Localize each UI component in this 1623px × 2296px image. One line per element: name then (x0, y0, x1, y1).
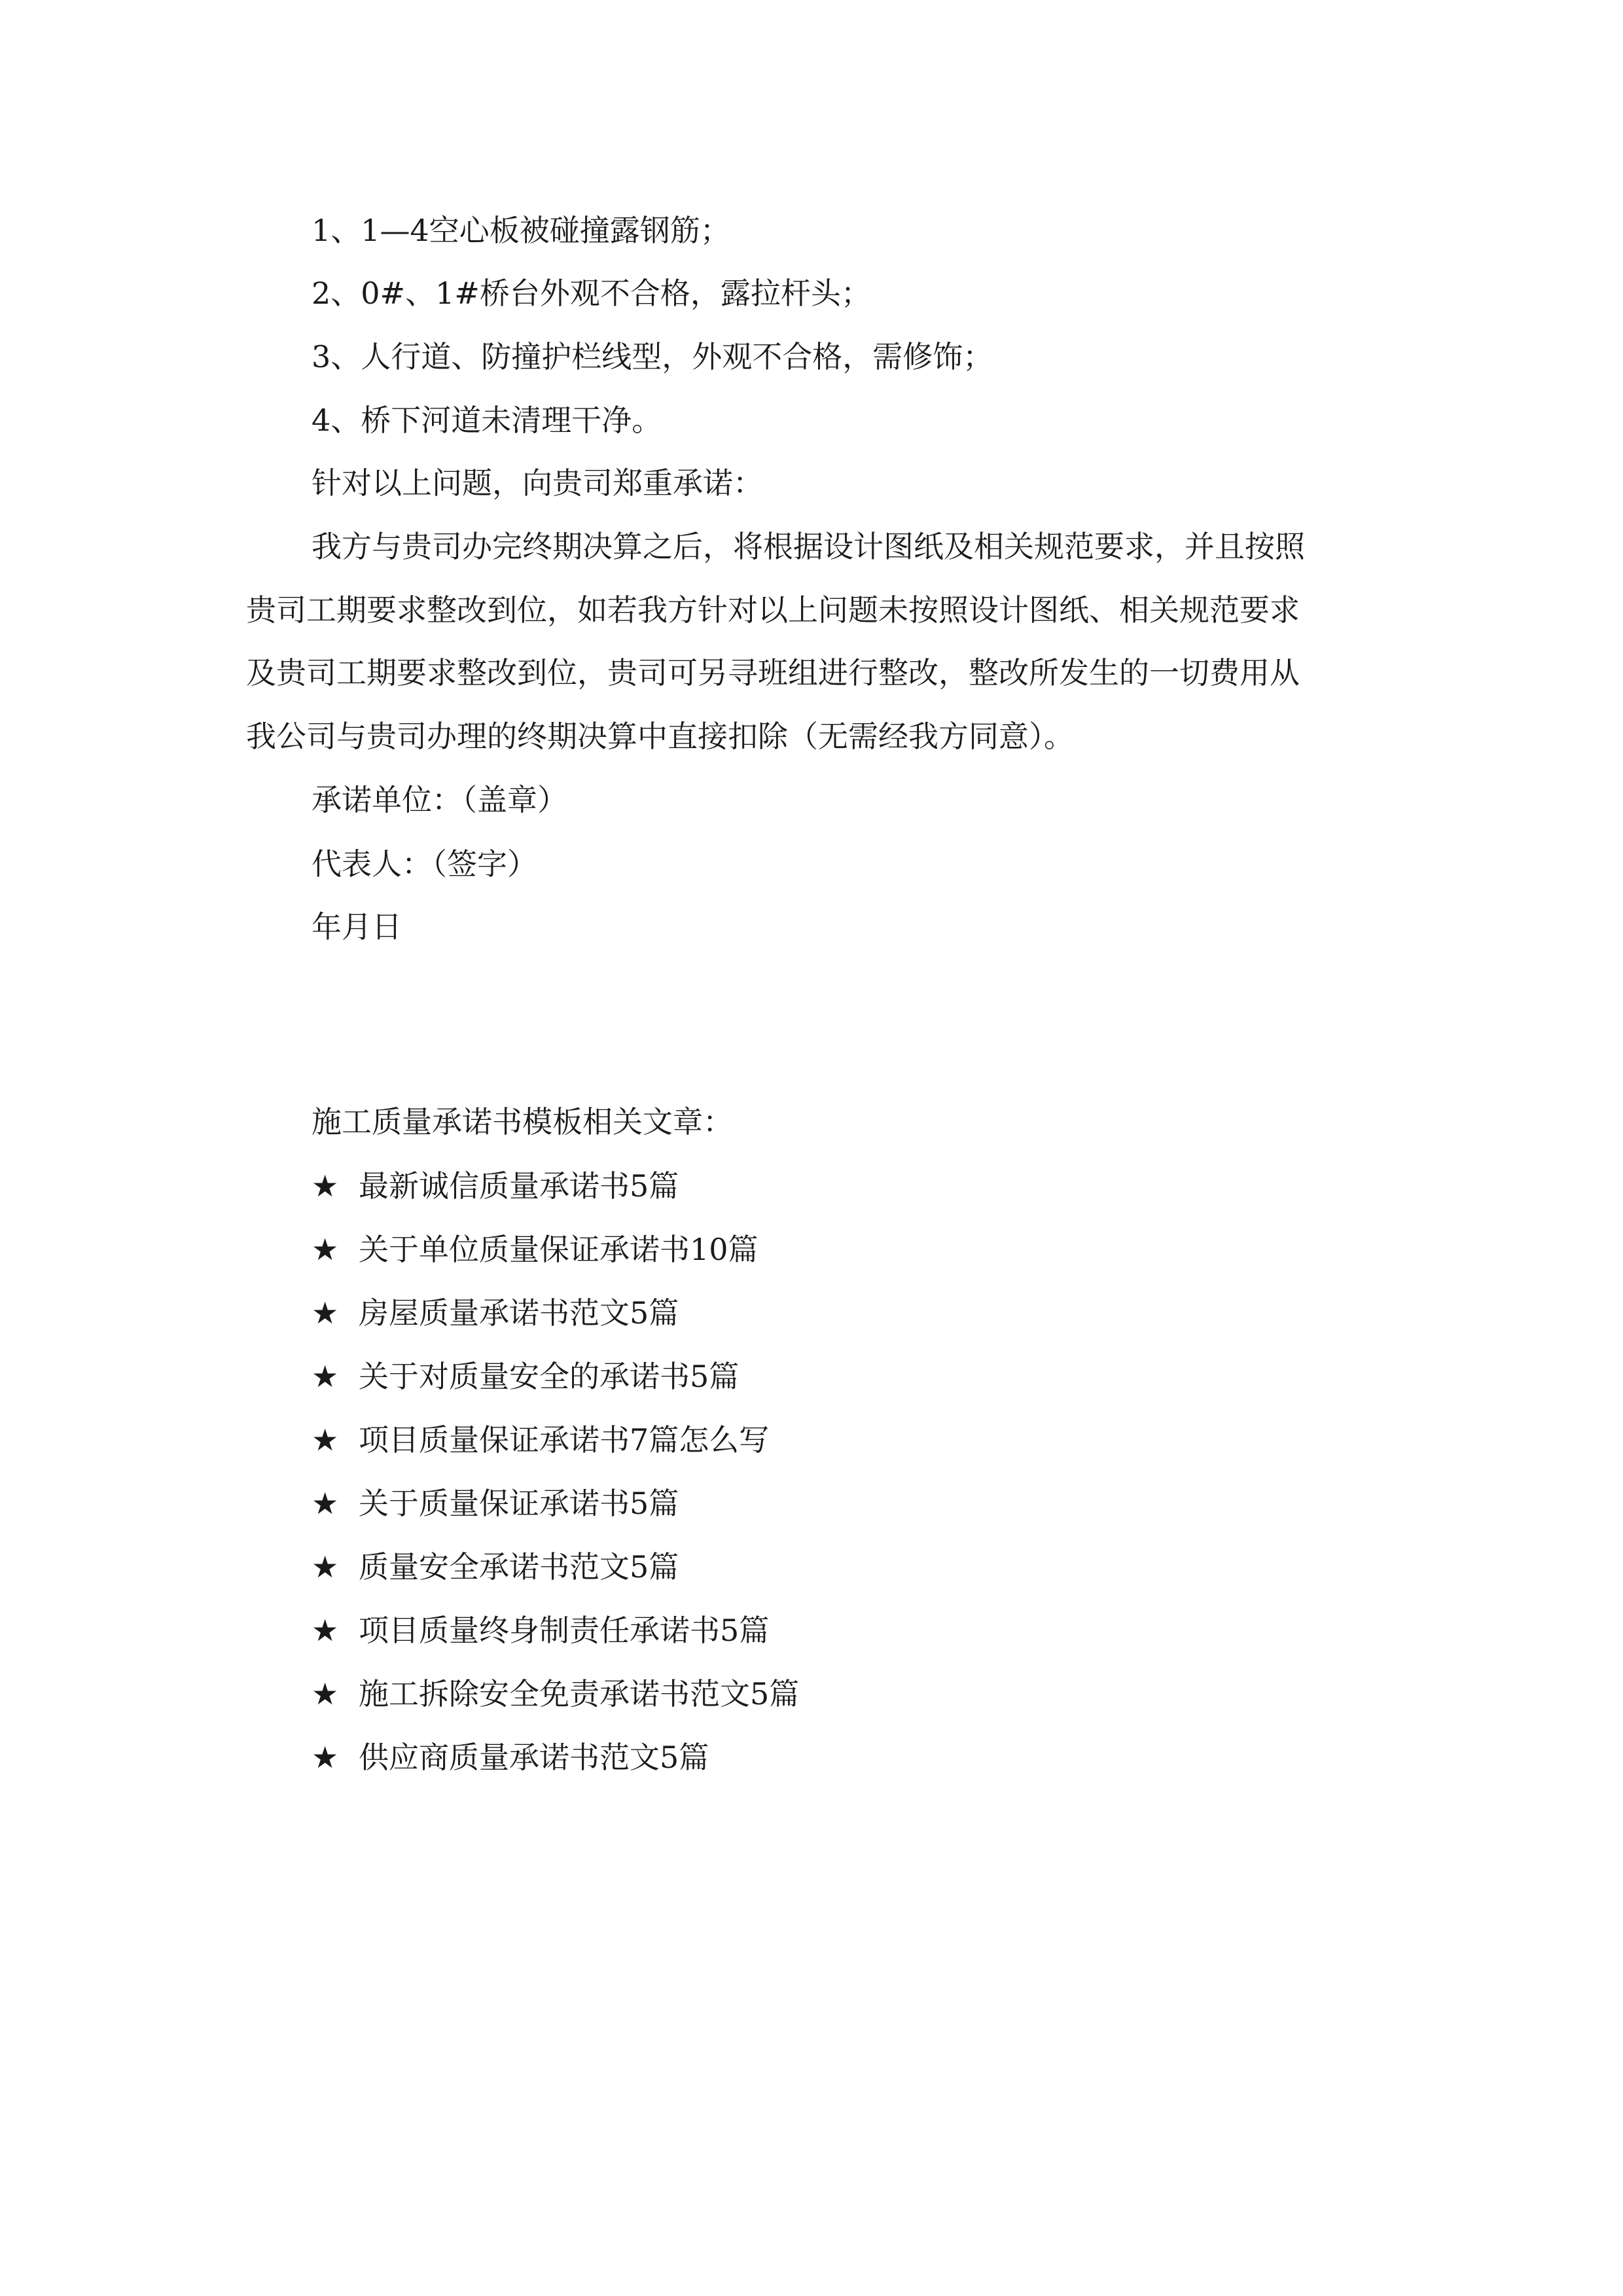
related-article-label: 项目质量终身制责任承诺书5篇 (359, 1613, 770, 1648)
star-icon: ★ (312, 1168, 339, 1204)
related-article-link[interactable] (312, 1547, 679, 1587)
star-icon: ★ (312, 1422, 339, 1458)
commitment-body-line-2: 贵司工期要求整改到位，如若我方针对以上问题未按照设计图纸、相关规范要求 (246, 592, 1300, 628)
star-icon: ★ (312, 1295, 339, 1331)
issue-item-4: 4、桥下河道未清理干净。 (312, 403, 662, 438)
related-article-link[interactable] (312, 1484, 679, 1523)
related-article-link[interactable] (312, 1611, 769, 1650)
related-article-link[interactable] (312, 1230, 758, 1269)
star-icon: ★ (312, 1232, 339, 1267)
issue-item-2: 2、0#、1#桥台外观不合格，露拉杆头； (312, 276, 871, 311)
related-article-link[interactable] (312, 1674, 799, 1713)
related-article-link[interactable] (312, 1293, 679, 1333)
star-icon: ★ (312, 1740, 339, 1775)
signature-unit: 承诺单位：（盖章） (312, 782, 567, 817)
commitment-body-line-1: 我方与贵司办完终期决算之后，将根据设计图纸及相关规范要求，并且按照 (312, 529, 1305, 564)
issue-item-1: 1、1—4空心板被碰撞露钢筋； (312, 213, 730, 248)
related-articles-title: 施工质量承诺书模板相关文章： (312, 1104, 733, 1139)
related-article-link[interactable] (312, 1738, 709, 1777)
signature-representative: 代表人：（签字） (312, 846, 537, 882)
issue-item-3: 3、人行道、防撞护栏线型，外观不合格，需修饰； (312, 339, 993, 374)
related-article-label: 质量安全承诺书范文5篇 (359, 1549, 679, 1585)
related-article-link[interactable] (312, 1420, 769, 1460)
star-icon: ★ (312, 1549, 339, 1585)
star-icon: ★ (312, 1359, 339, 1394)
star-icon: ★ (312, 1486, 339, 1521)
commitment-body-line-3: 及贵司工期要求整改到位，贵司可另寻班组进行整改，整改所发生的一切费用从 (246, 655, 1300, 691)
related-article-link[interactable] (312, 1357, 739, 1396)
commitment-body-line-4: 我公司与贵司办理的终期决算中直接扣除（无需经我方同意）。 (246, 719, 1074, 754)
related-article-label: 项目质量保证承诺书7篇怎么写 (359, 1422, 770, 1458)
related-article-label: 关于质量保证承诺书5篇 (359, 1486, 679, 1521)
star-icon: ★ (312, 1676, 339, 1712)
related-article-link[interactable] (312, 1166, 679, 1206)
commitment-intro: 针对以上问题，向贵司郑重承诺： (312, 465, 763, 501)
star-icon: ★ (312, 1613, 339, 1648)
related-article-label: 最新诚信质量承诺书5篇 (359, 1168, 679, 1204)
related-article-label: 房屋质量承诺书范文5篇 (359, 1295, 679, 1331)
related-article-label: 施工拆除安全免责承诺书范文5篇 (359, 1676, 800, 1712)
related-article-label: 关于单位质量保证承诺书10篇 (359, 1232, 758, 1267)
signature-date: 年月日 (312, 909, 402, 944)
related-article-label: 关于对质量安全的承诺书5篇 (359, 1359, 740, 1394)
related-article-label: 供应商质量承诺书范文5篇 (359, 1740, 709, 1775)
